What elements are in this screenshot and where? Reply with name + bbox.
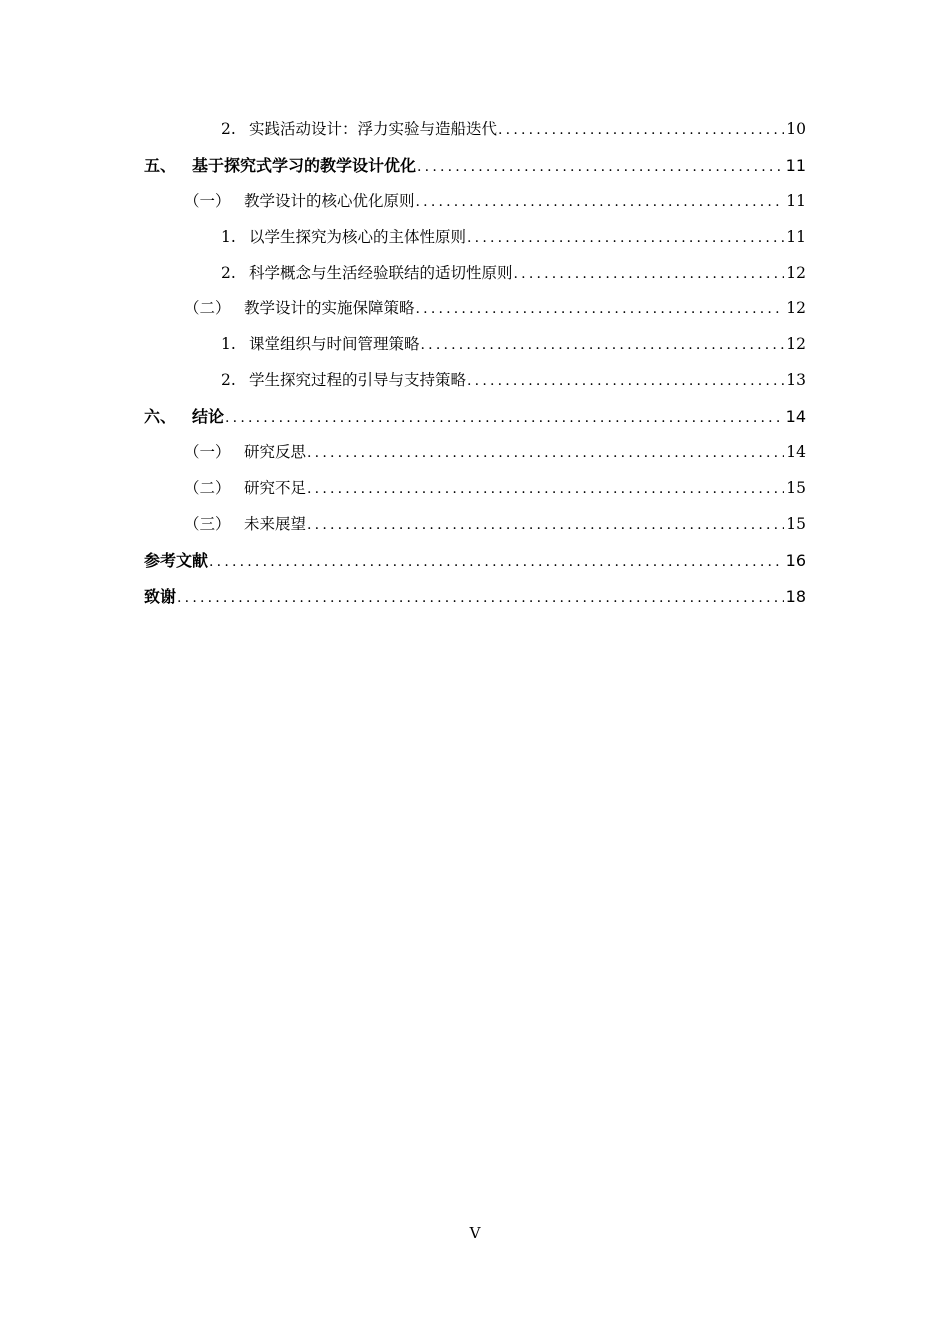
toc-entry[interactable] (144, 543, 806, 579)
toc-entry-page: 15 (786, 478, 806, 497)
toc-entry[interactable] (144, 399, 806, 435)
toc-entry-page: 14 (786, 443, 806, 462)
toc-entry-number: （二） (184, 299, 231, 318)
toc-entry-title: 基于探究式学习的教学设计优化 (192, 155, 417, 175)
toc-dot-leader (467, 221, 784, 257)
toc-entry-title: 教学设计的核心优化原则 (244, 191, 415, 210)
toc-dot-leader (514, 257, 785, 293)
toc-entry-title: 教学设计的实施保障策略 (244, 299, 415, 318)
toc-dot-leader (307, 472, 784, 508)
toc-dot-leader (209, 545, 784, 581)
toc-entry-title: 研究不足 (244, 478, 307, 497)
toc-dot-leader (416, 185, 785, 221)
toc-entry-number: （一） (184, 191, 231, 210)
toc-entry-number: 2. (221, 371, 236, 390)
table-of-contents (144, 112, 806, 614)
toc-entry-title: 实践活动设计：浮力实验与造船迭代 (249, 120, 498, 138)
toc-entry-page: 10 (786, 120, 806, 138)
toc-entry[interactable] (144, 507, 806, 543)
toc-dot-leader (177, 581, 784, 617)
toc-entry-number: 六、 (144, 407, 177, 427)
toc-entry-page: 11 (786, 227, 806, 246)
toc-entry-page: 16 (785, 550, 806, 570)
toc-entry-page: 11 (785, 155, 806, 175)
toc-entry-page: 11 (786, 191, 806, 210)
toc-entry[interactable] (144, 327, 806, 363)
toc-entry-page: 14 (785, 407, 806, 427)
toc-dot-leader (498, 113, 784, 149)
toc-entry[interactable] (144, 184, 806, 220)
toc-dot-leader (307, 508, 784, 544)
toc-entry-title: 致谢 (144, 586, 177, 606)
toc-entry-title: 科学概念与生活经验联结的适切性原则 (249, 263, 513, 282)
toc-entry-page: 12 (786, 299, 806, 318)
toc-entry[interactable] (144, 363, 806, 399)
toc-entry-number: （二） (184, 478, 231, 497)
toc-dot-leader (467, 364, 784, 400)
toc-entry[interactable] (144, 112, 806, 148)
toc-entry[interactable] (144, 435, 806, 471)
toc-dot-leader (307, 436, 784, 472)
toc-entry-title: 研究反思 (244, 443, 307, 462)
toc-entry-page: 13 (786, 371, 806, 390)
toc-entry-title: 以学生探究为核心的主体性原则 (249, 227, 467, 246)
toc-dot-leader (421, 328, 785, 364)
toc-dot-leader (417, 150, 784, 186)
toc-entry-number: （三） (184, 514, 231, 533)
toc-entry[interactable] (144, 220, 806, 256)
toc-entry-page: 18 (785, 586, 806, 606)
toc-entry-title: 参考文献 (144, 550, 209, 570)
toc-entry-title: 结论 (192, 407, 225, 427)
toc-entry[interactable] (144, 291, 806, 327)
toc-entry[interactable] (144, 579, 806, 615)
toc-entry-number: 1. (221, 227, 236, 246)
page-number: V (469, 1224, 481, 1242)
toc-dot-leader (416, 292, 785, 328)
toc-entry-number: （一） (184, 443, 231, 462)
toc-entry-number: 1. (221, 335, 236, 354)
toc-entry-number: 2. (221, 263, 236, 282)
toc-entry-page: 12 (786, 263, 806, 282)
toc-entry-title: 未来展望 (244, 514, 307, 533)
toc-entry-page: 12 (786, 335, 806, 354)
toc-entry[interactable] (144, 471, 806, 507)
toc-entry-title: 课堂组织与时间管理策略 (249, 335, 420, 354)
toc-dot-leader (225, 401, 784, 437)
toc-entry-page: 15 (786, 514, 806, 533)
toc-entry-number: 2. (221, 120, 236, 138)
toc-entry-number: 五、 (144, 155, 177, 175)
toc-entry-title: 学生探究过程的引导与支持策略 (249, 371, 467, 390)
toc-entry[interactable] (144, 256, 806, 292)
toc-entry[interactable] (144, 148, 806, 184)
